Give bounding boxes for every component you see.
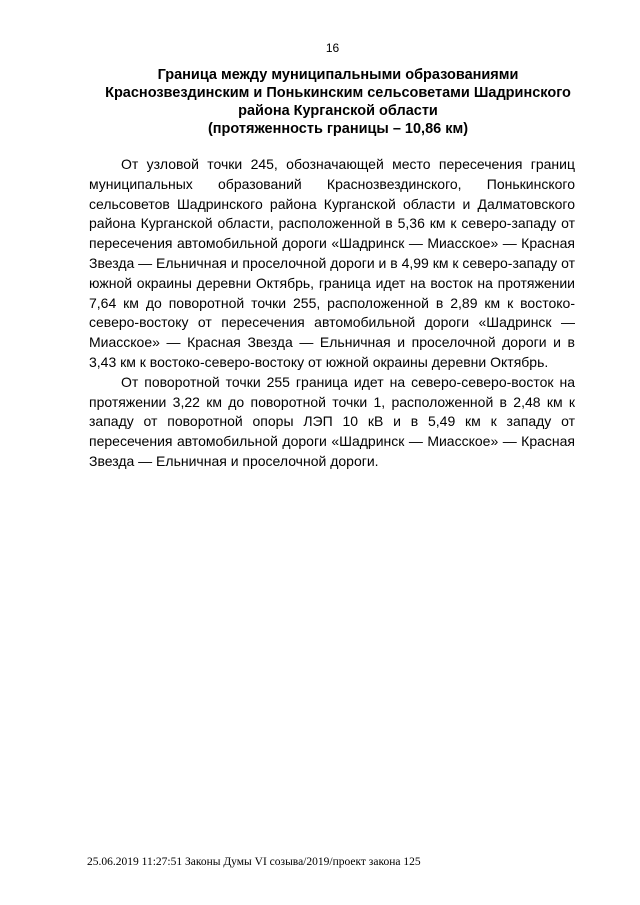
page-number: 16 [325, 41, 340, 55]
title-line-4: (протяженность границы – 10,86 км) [207, 121, 469, 137]
title-line-2: Краснозвездинским и Понькинским сельсоветами Шадринского [105, 85, 571, 101]
paragraph-2: От поворотной точки 255 граница идет на северо-северо-восток на протяжении 3,22 км до поворотной точки 1, расположенной в 2,48 км к западу от поворотной опоры ЛЭП 10 кВ и в 5,49 км к западу от пересечения автомобильной дороги «Шадринск — Миасское» — Красная Звезда — Ельничная и проселочной дороги. [89, 373, 575, 469]
footer-text: 25.06.2019 11:27:51 Законы Думы VI созыва/2019/проект закона 125 [87, 856, 421, 868]
document-body [89, 155, 575, 472]
document-title [86, 66, 590, 138]
title-line-1: Граница между муниципальными образованиями [157, 67, 519, 83]
title-line-3: района Курганской области [238, 103, 438, 119]
paragraph-1: От узловой точки 245, обозначающей место пересечения границ муниципальных образований Краснозвездинского, Понькинского сельсоветов Шадринского района Курганской области и Далматовского района Курганской области, расположенной в 5,36 км к северо-западу от пересечения автомобильной дороги «Шадринск — Миасское» — Красная Звезда — Ельничная и проселочной дороги и в 4,99 км к северо-западу от южной окраины деревни Октябрь, граница идет на восток на протяжении 7,64 км до поворотной точки 255, расположенной в 2,89 км к востоко-северо-востоку от пересечения автомобильной дороги «Шадринск — Миасское» — Красная Звезда — Ельничная и проселочной дороги и в 3,43 км к востоко-северо-востоку от южной окраины деревни Октябрь. [89, 156, 575, 370]
